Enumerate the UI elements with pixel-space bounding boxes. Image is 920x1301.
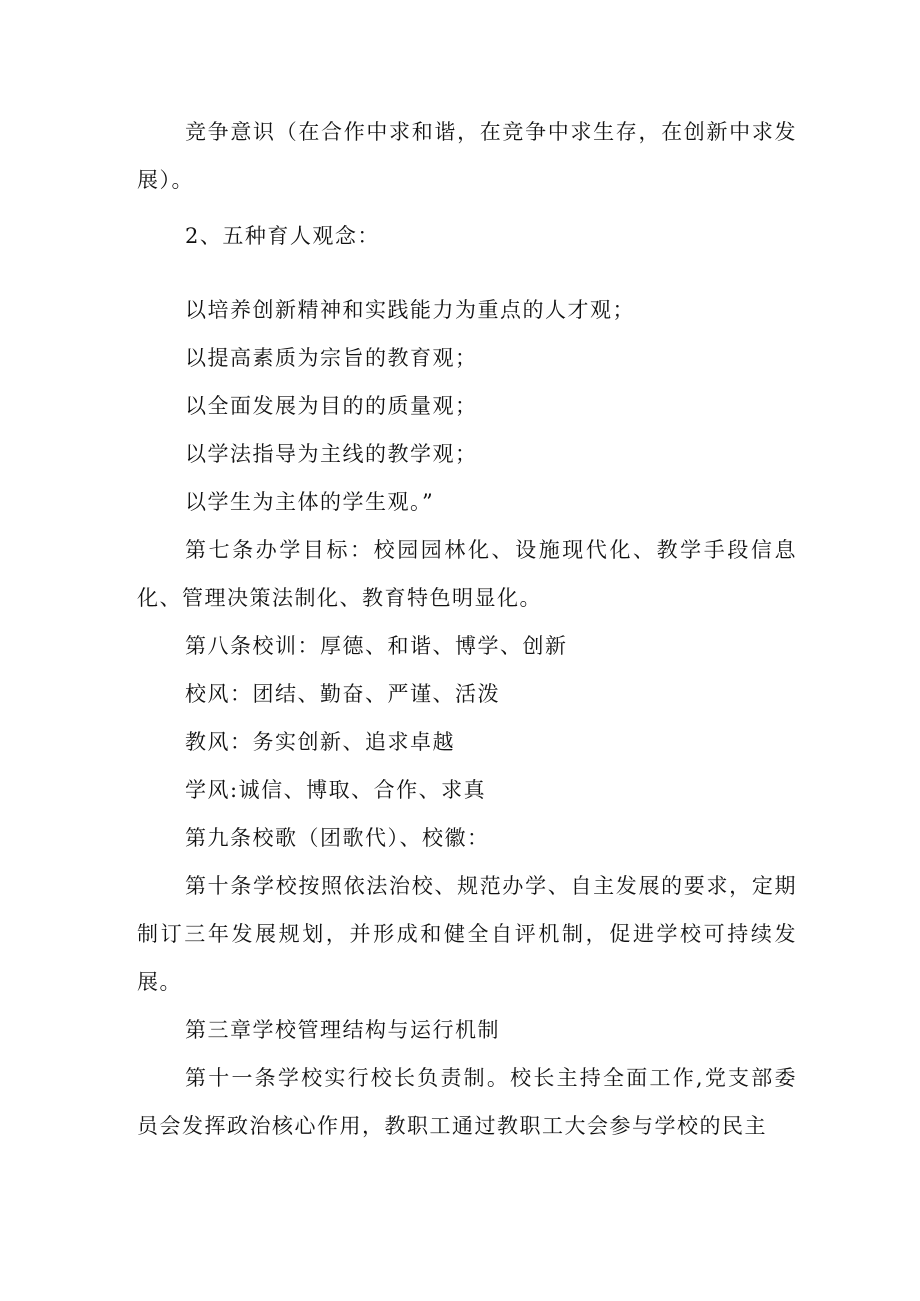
- paragraph-competition-awareness: 竞争意识（在合作中求和谐，在竞争中求生存，在创新中求发展）。: [137, 120, 797, 192]
- article-eight-motto: 第八条校训：厚德、和谐、博学、创新: [185, 634, 568, 658]
- concept-teaching: 以学法指导为主线的教学观；: [185, 442, 478, 466]
- learning-style: 学风:诚信、博取、合作、求真: [185, 778, 487, 802]
- chapter-three-heading: 第三章学校管理结构与运行机制: [185, 1018, 500, 1042]
- article-seven-goals: 第七条办学目标：校园园林化、设施现代化、教学手段信息化、管理决策法制化、教育特色明显化。: [137, 538, 797, 610]
- concept-quality: 以全面发展为目的的质量观；: [185, 394, 478, 418]
- concept-talent: 以培养创新精神和实践能力为重点的人才观；: [185, 298, 635, 322]
- heading-five-concepts: 2、五种育人观念：: [185, 224, 380, 248]
- concept-education: 以提高素质为宗旨的教育观；: [185, 346, 478, 370]
- teaching-style: 教风：务实创新、追求卓越: [185, 730, 455, 754]
- article-eleven-management: 第十一条学校实行校长负责制。校长主持全面工作,党支部委员会发挥政治核心作用，教职工通过教职工大会参与学校的民主: [137, 1066, 797, 1138]
- article-ten-development: 第十条学校按照依法治校、规范办学、自主发展的要求，定期制订三年发展规划，并形成和健全自评机制，促进学校可持续发展。: [137, 874, 797, 994]
- article-nine-song-emblem: 第九条校歌（团歌代）、校徽：: [185, 826, 490, 850]
- school-style: 校风：团结、勤奋、严谨、活泼: [185, 682, 500, 706]
- concept-student: 以学生为主体的学生观。”: [185, 490, 435, 514]
